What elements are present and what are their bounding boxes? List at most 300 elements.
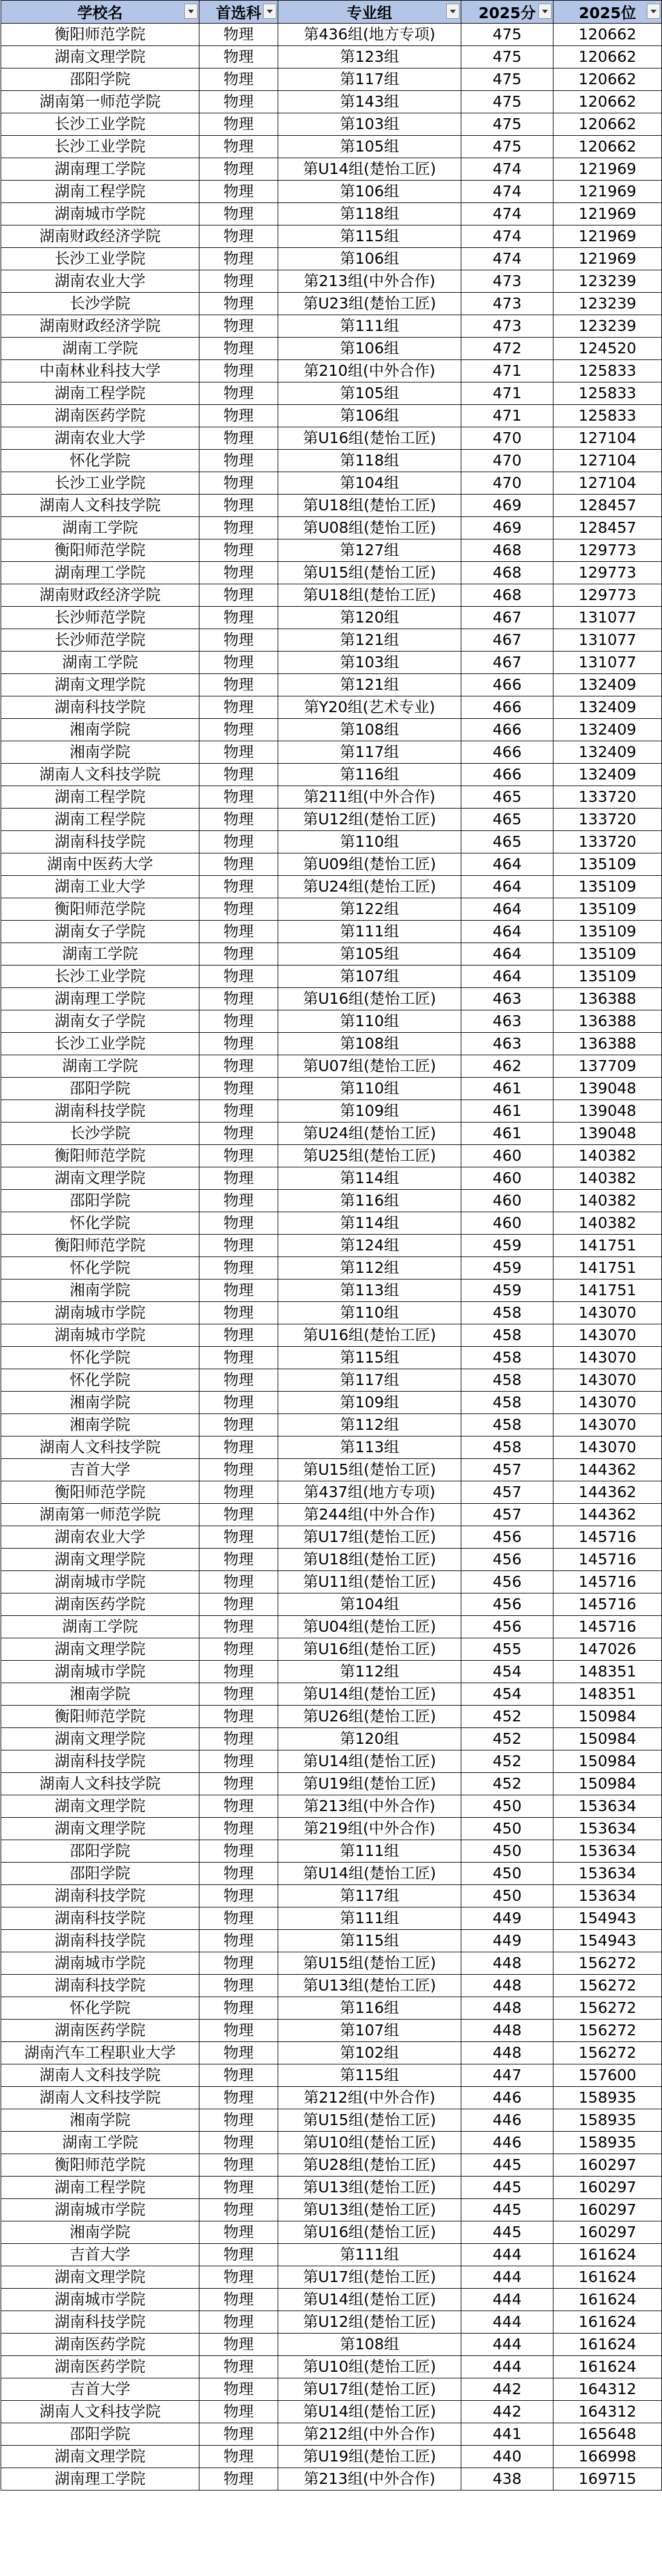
cell-major-group[interactable]: 第108组: [278, 1033, 461, 1055]
cell-school[interactable]: 湖南人文科技学院: [1, 2064, 199, 2087]
cell-subject[interactable]: 物理: [199, 809, 278, 831]
cell-score[interactable]: 470: [461, 427, 553, 450]
cell-subject[interactable]: 物理: [199, 1840, 278, 1863]
cell-major-group[interactable]: 第U14组(楚怡工匠): [278, 158, 461, 181]
cell-rank[interactable]: 153634: [553, 1885, 662, 1907]
cell-score[interactable]: 473: [461, 293, 553, 315]
cell-rank[interactable]: 150984: [553, 1750, 662, 1773]
cell-major-group[interactable]: 第U14组(楚怡工匠): [278, 1750, 461, 1773]
cell-rank[interactable]: 140382: [553, 1212, 662, 1235]
cell-subject[interactable]: 物理: [199, 1571, 278, 1593]
cell-subject[interactable]: 物理: [199, 203, 278, 225]
cell-score[interactable]: 446: [461, 2087, 553, 2109]
cell-major-group[interactable]: 第120组: [278, 1728, 461, 1750]
cell-major-group[interactable]: 第213组(中外合作): [278, 1795, 461, 1818]
cell-score[interactable]: 444: [461, 2266, 553, 2289]
cell-school[interactable]: 湖南文理学院: [1, 1795, 199, 1818]
cell-school[interactable]: 湖南文理学院: [1, 46, 199, 68]
cell-rank[interactable]: 153634: [553, 1795, 662, 1818]
cell-school[interactable]: 湖南医药学院: [1, 1593, 199, 1616]
cell-major-group[interactable]: 第114组: [278, 1212, 461, 1235]
cell-rank[interactable]: 129773: [553, 584, 662, 607]
cell-rank[interactable]: 164312: [553, 2401, 662, 2423]
cell-rank[interactable]: 141751: [553, 1257, 662, 1280]
cell-rank[interactable]: 161624: [553, 2289, 662, 2311]
cell-major-group[interactable]: 第105组: [278, 136, 461, 158]
cell-subject[interactable]: 物理: [199, 2109, 278, 2132]
cell-subject[interactable]: 物理: [199, 2154, 278, 2177]
cell-score[interactable]: 452: [461, 1750, 553, 1773]
cell-subject[interactable]: 物理: [199, 1661, 278, 1683]
cell-subject[interactable]: 物理: [199, 988, 278, 1010]
cell-school[interactable]: 湖南科技学院: [1, 1930, 199, 1952]
cell-school[interactable]: 邵阳学院: [1, 1078, 199, 1100]
cell-subject[interactable]: 物理: [199, 696, 278, 719]
cell-rank[interactable]: 120662: [553, 68, 662, 91]
cell-subject[interactable]: 物理: [199, 2087, 278, 2109]
cell-major-group[interactable]: 第111组: [278, 1907, 461, 1930]
cell-rank[interactable]: 136388: [553, 1010, 662, 1033]
cell-score[interactable]: 459: [461, 1280, 553, 1302]
cell-school[interactable]: 湖南人文科技学院: [1, 1773, 199, 1795]
cell-rank[interactable]: 156272: [553, 2020, 662, 2042]
cell-rank[interactable]: 150984: [553, 1728, 662, 1750]
cell-major-group[interactable]: 第104组: [278, 1593, 461, 1616]
cell-rank[interactable]: 127104: [553, 427, 662, 450]
cell-score[interactable]: 474: [461, 203, 553, 225]
cell-school[interactable]: 湘南学院: [1, 2109, 199, 2132]
cell-score[interactable]: 468: [461, 562, 553, 584]
cell-school[interactable]: 吉首大学: [1, 1459, 199, 1481]
cell-school[interactable]: 湖南财政经济学院: [1, 315, 199, 338]
cell-score[interactable]: 441: [461, 2423, 553, 2446]
cell-score[interactable]: 444: [461, 2311, 553, 2334]
cell-score[interactable]: 461: [461, 1100, 553, 1123]
cell-rank[interactable]: 141751: [553, 1280, 662, 1302]
cell-subject[interactable]: 物理: [199, 1033, 278, 1055]
cell-subject[interactable]: 物理: [199, 1145, 278, 1167]
cell-major-group[interactable]: 第U14组(楚怡工匠): [278, 2289, 461, 2311]
cell-subject[interactable]: 物理: [199, 1055, 278, 1078]
cell-major-group[interactable]: 第143组: [278, 91, 461, 113]
cell-major-group[interactable]: 第U12组(楚怡工匠): [278, 2311, 461, 2334]
cell-rank[interactable]: 161624: [553, 2356, 662, 2378]
cell-subject[interactable]: 物理: [199, 1683, 278, 1706]
cell-school[interactable]: 衡阳师范学院: [1, 1145, 199, 1167]
cell-rank[interactable]: 140382: [553, 1145, 662, 1167]
cell-score[interactable]: 458: [461, 1369, 553, 1392]
cell-major-group[interactable]: 第U19组(楚怡工匠): [278, 1773, 461, 1795]
cell-school[interactable]: 湖南人文科技学院: [1, 2401, 199, 2423]
cell-major-group[interactable]: 第105组: [278, 943, 461, 966]
cell-major-group[interactable]: 第U16组(楚怡工匠): [278, 1638, 461, 1661]
cell-score[interactable]: 466: [461, 764, 553, 786]
cell-score[interactable]: 463: [461, 988, 553, 1010]
cell-rank[interactable]: 144362: [553, 1504, 662, 1526]
cell-score[interactable]: 475: [461, 46, 553, 68]
cell-major-group[interactable]: 第U10组(楚怡工匠): [278, 2356, 461, 2378]
cell-rank[interactable]: 154943: [553, 1930, 662, 1952]
cell-rank[interactable]: 133720: [553, 786, 662, 809]
cell-score[interactable]: 475: [461, 91, 553, 113]
cell-score[interactable]: 464: [461, 943, 553, 966]
cell-subject[interactable]: 物理: [199, 1212, 278, 1235]
cell-score[interactable]: 461: [461, 1078, 553, 1100]
cell-rank[interactable]: 161624: [553, 2266, 662, 2289]
cell-school[interactable]: 湖南工程学院: [1, 809, 199, 831]
cell-rank[interactable]: 131077: [553, 607, 662, 629]
cell-school[interactable]: 湘南学院: [1, 1683, 199, 1706]
cell-score[interactable]: 466: [461, 674, 553, 696]
cell-subject[interactable]: 物理: [199, 181, 278, 203]
cell-rank[interactable]: 145716: [553, 1526, 662, 1549]
cell-score[interactable]: 474: [461, 158, 553, 181]
cell-score[interactable]: 460: [461, 1212, 553, 1235]
cell-score[interactable]: 450: [461, 1885, 553, 1907]
cell-rank[interactable]: 123239: [553, 270, 662, 293]
cell-major-group[interactable]: 第103组: [278, 113, 461, 136]
cell-score[interactable]: 456: [461, 1571, 553, 1593]
cell-rank[interactable]: 120662: [553, 46, 662, 68]
cell-rank[interactable]: 158935: [553, 2132, 662, 2154]
cell-school[interactable]: 湖南医药学院: [1, 2020, 199, 2042]
cell-score[interactable]: 464: [461, 966, 553, 988]
cell-rank[interactable]: 131077: [553, 629, 662, 652]
cell-rank[interactable]: 150984: [553, 1706, 662, 1728]
cell-school[interactable]: 湘南学院: [1, 741, 199, 764]
cell-rank[interactable]: 156272: [553, 1975, 662, 1997]
cell-subject[interactable]: 物理: [199, 1414, 278, 1436]
cell-school[interactable]: 湖南工程学院: [1, 382, 199, 405]
cell-major-group[interactable]: 第U18组(楚怡工匠): [278, 584, 461, 607]
cell-rank[interactable]: 161624: [553, 2334, 662, 2356]
cell-major-group[interactable]: 第106组: [278, 338, 461, 360]
cell-rank[interactable]: 125833: [553, 382, 662, 405]
cell-score[interactable]: 448: [461, 1952, 553, 1975]
cell-subject[interactable]: 物理: [199, 1010, 278, 1033]
cell-school[interactable]: 湖南人文科技学院: [1, 764, 199, 786]
cell-school[interactable]: 湘南学院: [1, 2221, 199, 2244]
cell-major-group[interactable]: 第219组(中外合作): [278, 1818, 461, 1840]
cell-subject[interactable]: 物理: [199, 607, 278, 629]
cell-major-group[interactable]: 第U15组(楚怡工匠): [278, 1459, 461, 1481]
cell-school[interactable]: 湖南文理学院: [1, 674, 199, 696]
cell-score[interactable]: 464: [461, 853, 553, 876]
cell-score[interactable]: 450: [461, 1863, 553, 1885]
cell-major-group[interactable]: 第107组: [278, 966, 461, 988]
cell-score[interactable]: 460: [461, 1190, 553, 1212]
cell-subject[interactable]: 物理: [199, 24, 278, 46]
cell-major-group[interactable]: 第106组: [278, 405, 461, 427]
cell-rank[interactable]: 135109: [553, 876, 662, 898]
cell-school[interactable]: 湖南财政经济学院: [1, 225, 199, 248]
cell-score[interactable]: 446: [461, 2132, 553, 2154]
cell-rank[interactable]: 145716: [553, 1616, 662, 1638]
cell-school[interactable]: 湖南人文科技学院: [1, 495, 199, 517]
cell-score[interactable]: 448: [461, 1975, 553, 1997]
cell-school[interactable]: 中南林业科技大学: [1, 360, 199, 382]
cell-school[interactable]: 湖南科技学院: [1, 1907, 199, 1930]
cell-rank[interactable]: 160297: [553, 2154, 662, 2177]
cell-score[interactable]: 470: [461, 472, 553, 495]
cell-subject[interactable]: 物理: [199, 2356, 278, 2378]
cell-rank[interactable]: 135109: [553, 898, 662, 921]
cell-subject[interactable]: 物理: [199, 876, 278, 898]
cell-school[interactable]: 湖南工程学院: [1, 786, 199, 809]
cell-score[interactable]: 445: [461, 2221, 553, 2244]
cell-rank[interactable]: 132409: [553, 696, 662, 719]
cell-score[interactable]: 471: [461, 382, 553, 405]
cell-rank[interactable]: 140382: [553, 1167, 662, 1190]
cell-score[interactable]: 450: [461, 1840, 553, 1863]
cell-rank[interactable]: 145716: [553, 1593, 662, 1616]
cell-subject[interactable]: 物理: [199, 539, 278, 562]
cell-subject[interactable]: 物理: [199, 270, 278, 293]
cell-subject[interactable]: 物理: [199, 1324, 278, 1347]
cell-school[interactable]: 湖南工程学院: [1, 2177, 199, 2199]
cell-score[interactable]: 458: [461, 1436, 553, 1459]
cell-score[interactable]: 445: [461, 2177, 553, 2199]
cell-subject[interactable]: 物理: [199, 382, 278, 405]
cell-subject[interactable]: 物理: [199, 562, 278, 584]
cell-major-group[interactable]: 第U24组(楚怡工匠): [278, 876, 461, 898]
cell-subject[interactable]: 物理: [199, 517, 278, 539]
cell-score[interactable]: 469: [461, 495, 553, 517]
cell-subject[interactable]: 物理: [199, 1392, 278, 1414]
cell-rank[interactable]: 120662: [553, 136, 662, 158]
cell-score[interactable]: 456: [461, 1549, 553, 1571]
cell-rank[interactable]: 143070: [553, 1347, 662, 1369]
cell-rank[interactable]: 121969: [553, 225, 662, 248]
cell-school[interactable]: 湖南医药学院: [1, 405, 199, 427]
cell-major-group[interactable]: 第U13组(楚怡工匠): [278, 2199, 461, 2221]
cell-school[interactable]: 湖南理工学院: [1, 2468, 199, 2491]
cell-rank[interactable]: 135109: [553, 853, 662, 876]
cell-rank[interactable]: 128457: [553, 517, 662, 539]
cell-major-group[interactable]: 第437组(地方专项): [278, 1481, 461, 1504]
cell-rank[interactable]: 139048: [553, 1123, 662, 1145]
cell-school[interactable]: 湖南科技学院: [1, 1885, 199, 1907]
cell-rank[interactable]: 141751: [553, 1235, 662, 1257]
cell-major-group[interactable]: 第108组: [278, 2334, 461, 2356]
cell-school[interactable]: 湖南城市学院: [1, 1952, 199, 1975]
cell-subject[interactable]: 物理: [199, 450, 278, 472]
cell-rank[interactable]: 143070: [553, 1414, 662, 1436]
cell-major-group[interactable]: 第U18组(楚怡工匠): [278, 1549, 461, 1571]
cell-major-group[interactable]: 第110组: [278, 1078, 461, 1100]
cell-subject[interactable]: 物理: [199, 1526, 278, 1549]
cell-major-group[interactable]: 第117组: [278, 1885, 461, 1907]
cell-subject[interactable]: 物理: [199, 2289, 278, 2311]
cell-school[interactable]: 湖南人文科技学院: [1, 1436, 199, 1459]
cell-subject[interactable]: 物理: [199, 1257, 278, 1280]
cell-score[interactable]: 464: [461, 876, 553, 898]
cell-subject[interactable]: 物理: [199, 248, 278, 270]
cell-school[interactable]: 怀化学院: [1, 1997, 199, 2020]
cell-major-group[interactable]: 第U15组(楚怡工匠): [278, 562, 461, 584]
cell-major-group[interactable]: 第U16组(楚怡工匠): [278, 2221, 461, 2244]
cell-rank[interactable]: 125833: [553, 405, 662, 427]
cell-subject[interactable]: 物理: [199, 1436, 278, 1459]
cell-rank[interactable]: 140382: [553, 1190, 662, 1212]
cell-major-group[interactable]: 第110组: [278, 831, 461, 853]
cell-subject[interactable]: 物理: [199, 2378, 278, 2401]
cell-major-group[interactable]: 第121组: [278, 674, 461, 696]
cell-school[interactable]: 怀化学院: [1, 450, 199, 472]
filter-dropdown-icon[interactable]: [538, 4, 552, 19]
cell-score[interactable]: 442: [461, 2401, 553, 2423]
cell-major-group[interactable]: 第110组: [278, 1010, 461, 1033]
cell-score[interactable]: 465: [461, 831, 553, 853]
cell-major-group[interactable]: 第U08组(楚怡工匠): [278, 517, 461, 539]
cell-subject[interactable]: 物理: [199, 315, 278, 338]
cell-subject[interactable]: 物理: [199, 831, 278, 853]
cell-subject[interactable]: 物理: [199, 898, 278, 921]
cell-school[interactable]: 衡阳师范学院: [1, 1481, 199, 1504]
cell-school[interactable]: 湖南文理学院: [1, 2446, 199, 2468]
cell-major-group[interactable]: 第436组(地方专项): [278, 24, 461, 46]
cell-subject[interactable]: 物理: [199, 2064, 278, 2087]
cell-subject[interactable]: 物理: [199, 943, 278, 966]
cell-rank[interactable]: 143070: [553, 1436, 662, 1459]
cell-score[interactable]: 448: [461, 2020, 553, 2042]
cell-score[interactable]: 472: [461, 338, 553, 360]
cell-subject[interactable]: 物理: [199, 719, 278, 741]
cell-subject[interactable]: 物理: [199, 966, 278, 988]
cell-major-group[interactable]: 第U17组(楚怡工匠): [278, 2266, 461, 2289]
cell-subject[interactable]: 物理: [199, 2020, 278, 2042]
cell-school[interactable]: 长沙工业学院: [1, 472, 199, 495]
cell-rank[interactable]: 125833: [553, 360, 662, 382]
cell-rank[interactable]: 135109: [553, 921, 662, 943]
cell-score[interactable]: 460: [461, 1145, 553, 1167]
cell-score[interactable]: 463: [461, 1033, 553, 1055]
cell-score[interactable]: 446: [461, 2109, 553, 2132]
cell-school[interactable]: 怀化学院: [1, 1212, 199, 1235]
cell-school[interactable]: 湖南工学院: [1, 1055, 199, 1078]
cell-rank[interactable]: 153634: [553, 1818, 662, 1840]
cell-score[interactable]: 475: [461, 68, 553, 91]
cell-score[interactable]: 444: [461, 2289, 553, 2311]
cell-school[interactable]: 湖南文理学院: [1, 1638, 199, 1661]
cell-subject[interactable]: 物理: [199, 1863, 278, 1885]
cell-score[interactable]: 440: [461, 2446, 553, 2468]
cell-rank[interactable]: 160297: [553, 2177, 662, 2199]
cell-subject[interactable]: 物理: [199, 1369, 278, 1392]
cell-subject[interactable]: 物理: [199, 1347, 278, 1369]
cell-rank[interactable]: 148351: [553, 1661, 662, 1683]
cell-subject[interactable]: 物理: [199, 786, 278, 809]
cell-subject[interactable]: 物理: [199, 1952, 278, 1975]
cell-score[interactable]: 471: [461, 405, 553, 427]
cell-subject[interactable]: 物理: [199, 921, 278, 943]
cell-major-group[interactable]: 第U24组(楚怡工匠): [278, 1123, 461, 1145]
cell-subject[interactable]: 物理: [199, 1078, 278, 1100]
filter-dropdown-icon[interactable]: [446, 4, 460, 19]
cell-subject[interactable]: 物理: [199, 1706, 278, 1728]
cell-subject[interactable]: 物理: [199, 1907, 278, 1930]
cell-subject[interactable]: 物理: [199, 764, 278, 786]
cell-rank[interactable]: 143070: [553, 1369, 662, 1392]
cell-major-group[interactable]: 第U11组(楚怡工匠): [278, 1571, 461, 1593]
cell-rank[interactable]: 144362: [553, 1459, 662, 1481]
cell-subject[interactable]: 物理: [199, 1302, 278, 1324]
cell-subject[interactable]: 物理: [199, 158, 278, 181]
cell-major-group[interactable]: 第115组: [278, 1930, 461, 1952]
cell-school[interactable]: 湖南工学院: [1, 2132, 199, 2154]
cell-rank[interactable]: 133720: [553, 809, 662, 831]
cell-major-group[interactable]: 第117组: [278, 68, 461, 91]
cell-school[interactable]: 长沙学院: [1, 1123, 199, 1145]
cell-rank[interactable]: 128457: [553, 495, 662, 517]
cell-subject[interactable]: 物理: [199, 584, 278, 607]
cell-school[interactable]: 衡阳师范学院: [1, 2154, 199, 2177]
cell-school[interactable]: 湖南工程学院: [1, 181, 199, 203]
cell-rank[interactable]: 132409: [553, 674, 662, 696]
cell-major-group[interactable]: 第117组: [278, 741, 461, 764]
cell-score[interactable]: 452: [461, 1728, 553, 1750]
cell-rank[interactable]: 133720: [553, 831, 662, 853]
cell-rank[interactable]: 157600: [553, 2064, 662, 2087]
cell-score[interactable]: 444: [461, 2244, 553, 2266]
cell-school[interactable]: 长沙师范学院: [1, 629, 199, 652]
cell-rank[interactable]: 132409: [553, 741, 662, 764]
cell-rank[interactable]: 121969: [553, 248, 662, 270]
cell-school[interactable]: 湖南科技学院: [1, 1975, 199, 1997]
cell-subject[interactable]: 物理: [199, 1190, 278, 1212]
cell-major-group[interactable]: 第105组: [278, 382, 461, 405]
cell-major-group[interactable]: 第111组: [278, 315, 461, 338]
cell-school[interactable]: 湖南城市学院: [1, 1302, 199, 1324]
cell-subject[interactable]: 物理: [199, 853, 278, 876]
cell-major-group[interactable]: 第213组(中外合作): [278, 270, 461, 293]
cell-school[interactable]: 湘南学院: [1, 1280, 199, 1302]
cell-subject[interactable]: 物理: [199, 338, 278, 360]
cell-major-group[interactable]: 第115组: [278, 2064, 461, 2087]
cell-score[interactable]: 465: [461, 786, 553, 809]
cell-score[interactable]: 467: [461, 629, 553, 652]
cell-score[interactable]: 445: [461, 2199, 553, 2221]
cell-score[interactable]: 452: [461, 1706, 553, 1728]
cell-major-group[interactable]: 第U26组(楚怡工匠): [278, 1706, 461, 1728]
cell-school[interactable]: 湖南女子学院: [1, 1010, 199, 1033]
cell-major-group[interactable]: 第104组: [278, 472, 461, 495]
cell-score[interactable]: 457: [461, 1481, 553, 1504]
cell-major-group[interactable]: 第107组: [278, 2020, 461, 2042]
cell-major-group[interactable]: 第U09组(楚怡工匠): [278, 853, 461, 876]
cell-school[interactable]: 湖南工学院: [1, 517, 199, 539]
cell-subject[interactable]: 物理: [199, 68, 278, 91]
cell-score[interactable]: 458: [461, 1414, 553, 1436]
cell-major-group[interactable]: 第118组: [278, 450, 461, 472]
cell-rank[interactable]: 132409: [553, 719, 662, 741]
cell-rank[interactable]: 144362: [553, 1481, 662, 1504]
cell-school[interactable]: 湖南理工学院: [1, 158, 199, 181]
cell-rank[interactable]: 147026: [553, 1638, 662, 1661]
cell-score[interactable]: 467: [461, 607, 553, 629]
cell-subject[interactable]: 物理: [199, 1593, 278, 1616]
cell-major-group[interactable]: 第102组: [278, 2042, 461, 2064]
cell-school[interactable]: 湖南工学院: [1, 338, 199, 360]
cell-score[interactable]: 471: [461, 360, 553, 382]
cell-score[interactable]: 450: [461, 1795, 553, 1818]
cell-major-group[interactable]: 第109组: [278, 1392, 461, 1414]
cell-subject[interactable]: 物理: [199, 1459, 278, 1481]
cell-score[interactable]: 456: [461, 1616, 553, 1638]
cell-score[interactable]: 456: [461, 1593, 553, 1616]
cell-rank[interactable]: 145716: [553, 1549, 662, 1571]
cell-rank[interactable]: 143070: [553, 1302, 662, 1324]
